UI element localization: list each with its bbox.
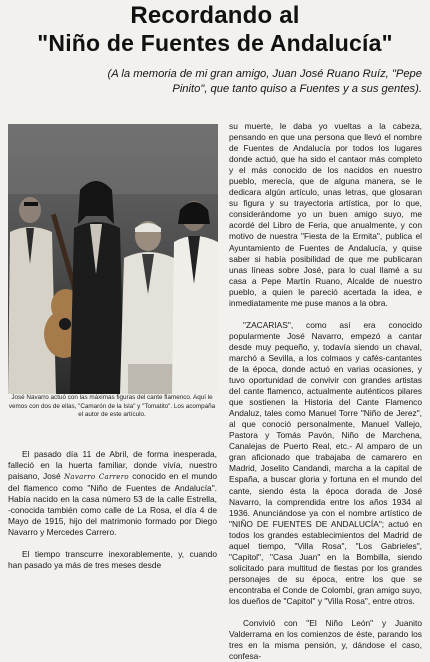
left-paragraph-1: [8, 449, 217, 538]
left-paragraph-1-end: conocido en el mundo del flamenco como "Niño de Fuentes de Andalucía". Había nacido en la casa número 53 de la calle Estrella, -conocida también como calle de La Rosa, el día 4 de Mayo de 1915, hijo del matrimonio formado por Diego Navarro y Mercedes Carrero.: [8, 471, 218, 538]
right-paragraph-2: "ZACARIAS", como así era conocido popularmente José Navarro, empezó a cantar desde muy pequeño, y, todavía siendo un chaval, marchó a Sevilla, a los colmaos y cafés-cantantes de la época, donde actuó en varias ocasiones, y tuvo oportunidad de convivir con grandes artistas del cante flamenco, actualmente auténticos pilares que sostienen la Historia del Cante Flamenco Andaluz, tales como Manuel Torre "Niño de Jerez", al que conoció personalmente, Manuel Vallejo, Pastora y Tomás Pavón, Niño de Marchena, Canalejas de Puerto Real, etc.- Al amparo de un gran aficionado que trabajaba de camarero en Madrid, Joselito Candandi, marcha a la capital de España, a buscar gloria y fortuna en el mundo del cante, siendo ésta la época dorada de José Navarro, la comprendida entre los años 1934 al 1936. Anunciándose ya con el nombre artístico de "NIÑO DE FUENTES DE ANDALUCÍA"; actuó en todos los grandes establecimientos del Madrid de aquel tiempo, "Villa Rosa", "Los Gabrieles", "Capitol", "Casa Juan" en la Bombilla, siendo solicitado para multitud de fiestas por los grandes personajes de su época, entre los que se encontraba el Conde de Colombí, gran amigo suyo, los dueños de "Capitol" y "Villa Rosa", entre otros.: [229, 319, 422, 606]
right-column: [229, 121, 422, 662]
photo-caption: José Navarro actuó con las máximas figuras del cante flamenco. Aquí le vemos con dos de ellas, "Camarón de la Isla" y "Tomatito". Los acompaña el autor de este artículo.: [8, 394, 216, 419]
photo-illustration: [8, 124, 218, 394]
dedication-text: (A la memoria de mi gran amigo, Juan José Ruano Ruíz, "Pepe Pinito", que tanto quiso a Fuentes y a sus gentes).: [107, 68, 422, 95]
article-title-line-2: "Niño de Fuentes de Andalucía": [37, 30, 393, 56]
article-photo: [8, 124, 218, 394]
right-paragraph-3: Convivió con "El Niño León" y Juanito Valderrama en los comienzos de éste, parando los tres en la misma pensión, y, dándose el caso, confesa-: [229, 618, 422, 662]
left-paragraph-2: El tiempo transcurre inexorablemente, y, cuando han pasado ya más de tres meses desde: [8, 549, 217, 571]
handwritten-signature: Navarro Carrero: [63, 473, 129, 482]
left-paragraph-1-start: El pasado día 11 de Abril, de forma inesperada, falleció en la huerta familiar, donde vivía, nuestro paisano, José: [8, 449, 217, 482]
right-paragraph-1: su muerte, le daba yo vueltas a la cabeza, pensando en que una persona que llevó el nombre de Fuentes de Andalucía por todos los lugares donde actuó, que ha sido el cantaor más completo y el más conocido de los nacidos en nuestro pueblo, merecía, que de alguna manera, se le dedicara algún artículo, unas letras, que glosaran su figura y su trayectoria artística, por lo que, considerándome yo un buen amigo suyo, me acordé del Libro de Feria, que anualmente, y con motivo de nuestra "Fiesta de la Ermita", publica el Ayuntamiento de Fuentes de Andalucía, y quise saber si había posibilidad de que me publicaran unas líneas sobre José, para lo cual llamé a su casa a Pepe Martín Ruano, Alcalde de nuestro pueblo, a quien le pareció acertada la idea, e inmediatamente me puse manos a la obra.: [229, 121, 422, 308]
left-column: [8, 449, 217, 571]
article-title-line-1: Recordando al: [130, 2, 300, 29]
